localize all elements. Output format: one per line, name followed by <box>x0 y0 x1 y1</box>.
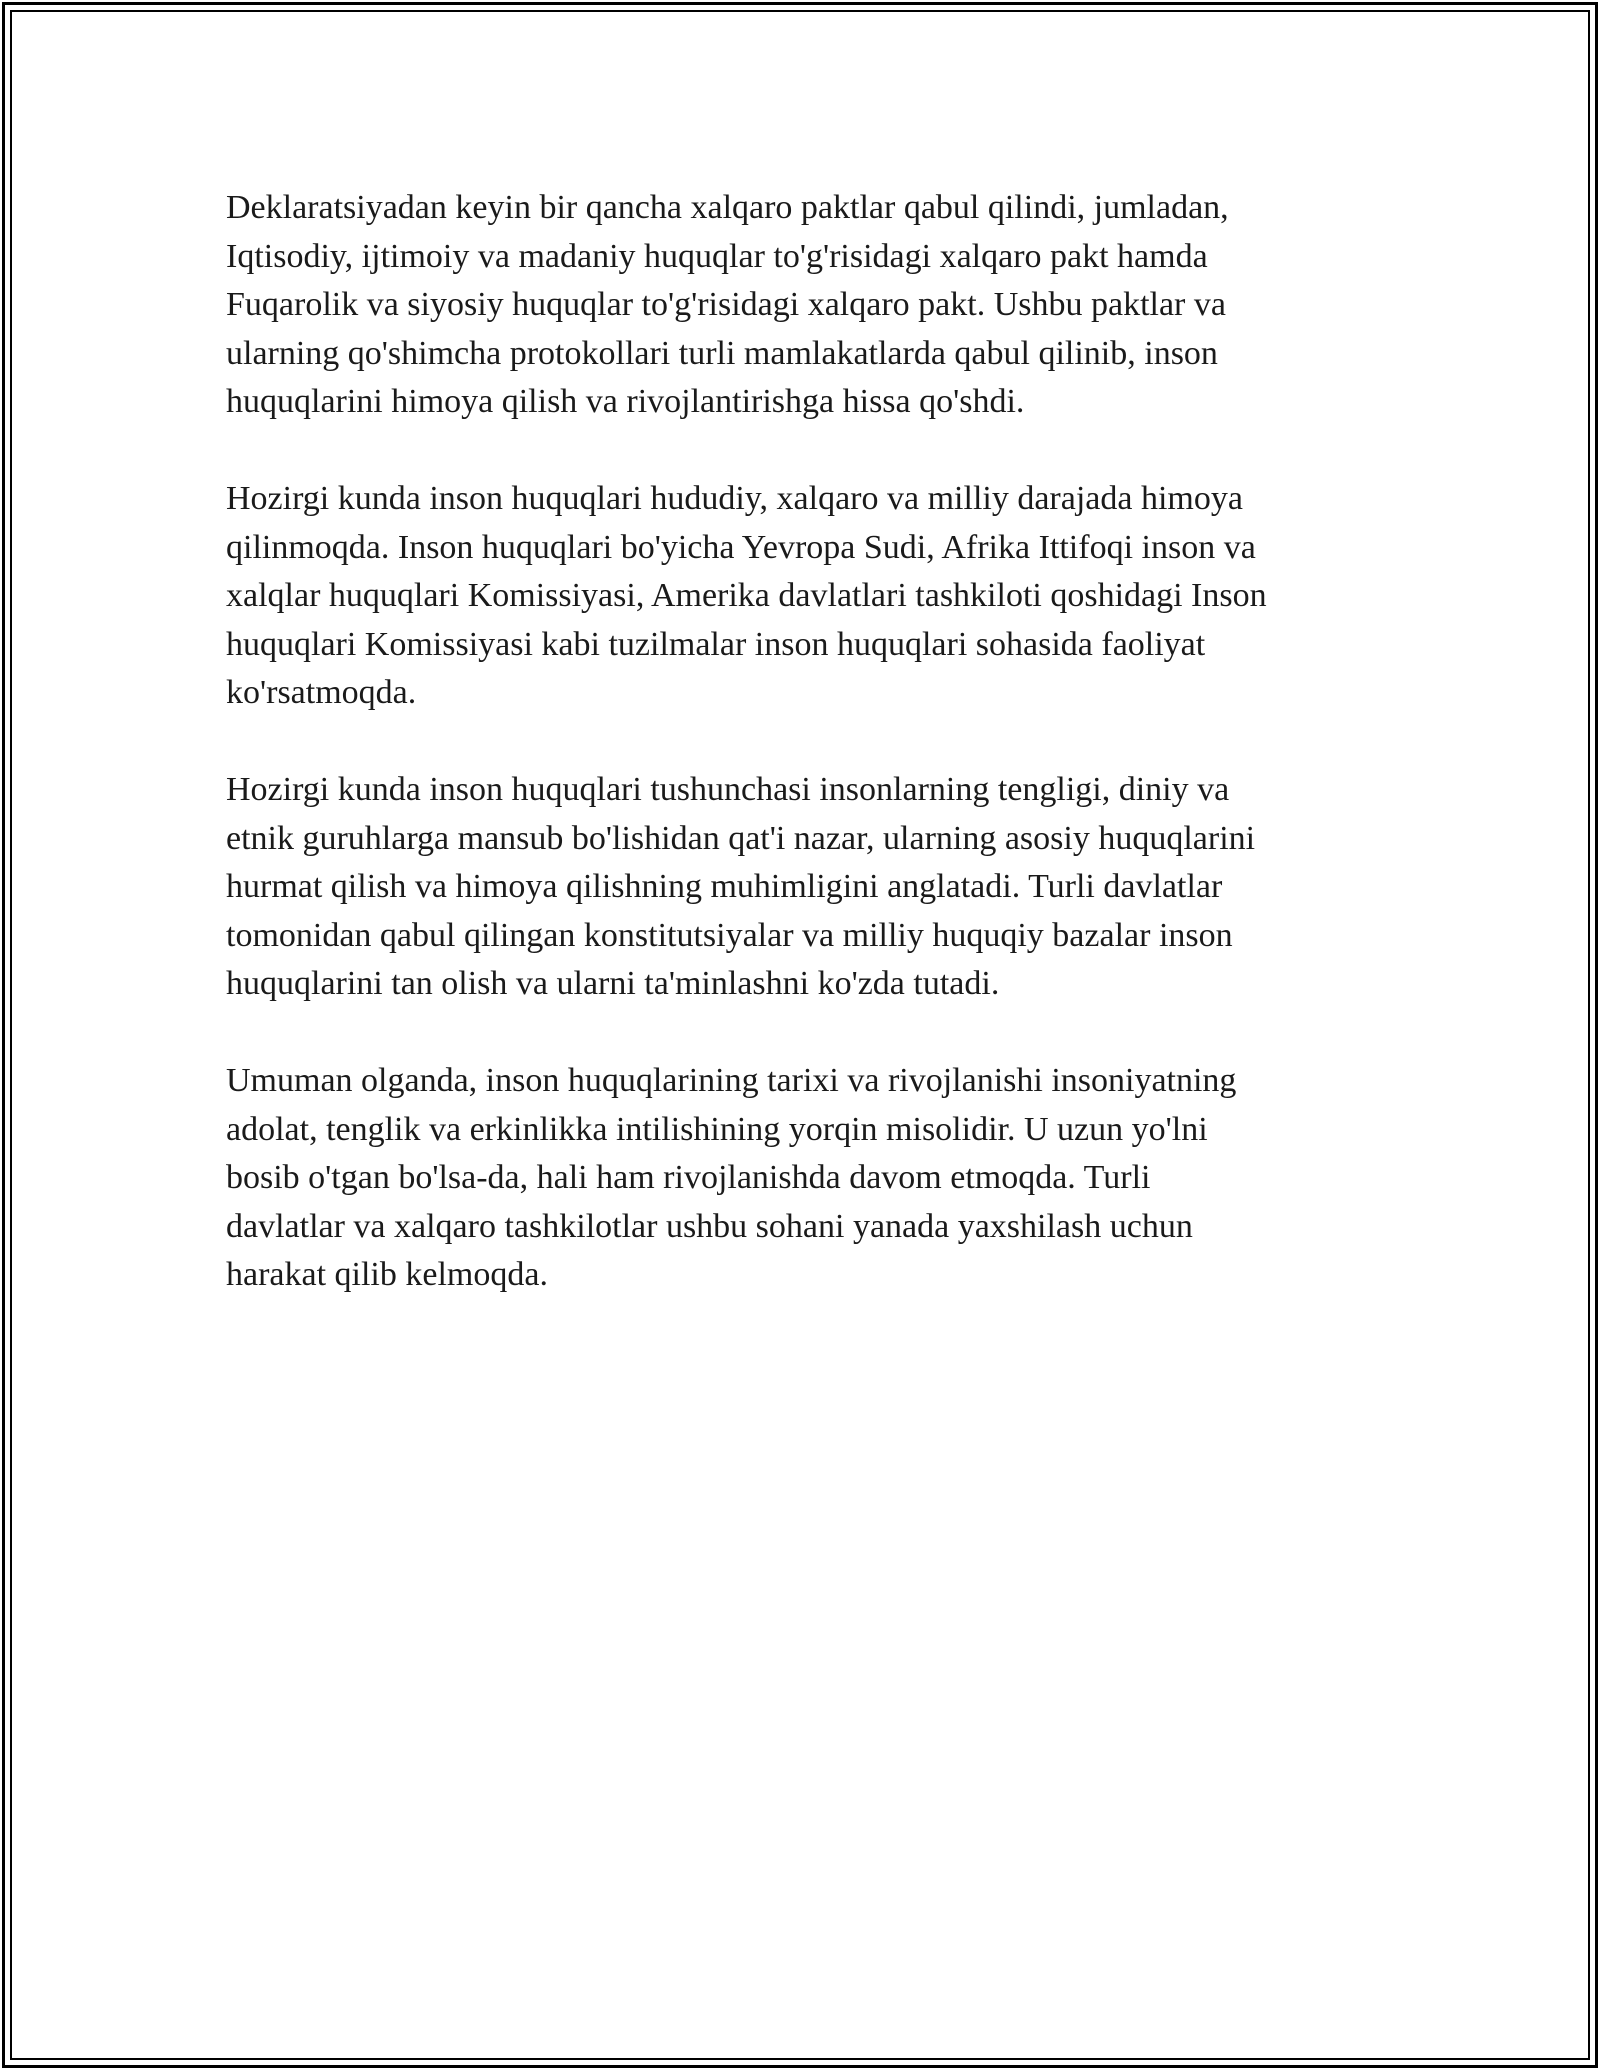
paragraph-line: xalqlar huquqlari Komissiyasi, Amerika davlatlari tashkiloti qoshidagi Inson <box>226 577 1267 614</box>
paragraph-line: Deklaratsiyadan keyin bir qancha xalqaro paktlar qabul qilindi, jumladan, <box>226 189 1229 226</box>
paragraph-line: etnik guruhlarga mansub bo'lishidan qat'i nazar, ularning asosiy huquqlarini <box>226 819 1256 857</box>
paragraph-3 <box>226 766 1376 1009</box>
paragraph-line: bosib o'tgan bo'lsa-da, hali ham rivojlanishda davom etmoqda. Turli <box>226 1159 1151 1196</box>
paragraph-line: Hozirgi kunda inson huquqlari hududiy, xalqaro va milliy darajada himoya <box>226 480 1243 517</box>
paragraph-line: Iqtisodiy, ijtimoiy va madaniy huquqlar to'g'risidagi xalqaro pakt hamda <box>226 237 1208 275</box>
paragraph-line: hurmat qilish va himoya qilishning muhimligini anglatadi. Turli davlatlar <box>226 868 1223 905</box>
paragraph-line: ko'rsatmoqda. <box>226 674 417 711</box>
paragraph-line: Hozirgi kunda inson huquqlari tushunchasi insonlarning tengligi, diniy va <box>226 771 1230 808</box>
paragraph-line: davlatlar va xalqaro tashkilotlar ushbu sohani yanada yaxshilash uchun <box>226 1207 1193 1245</box>
paragraph-line: adolat, tenglik va erkinlikka intilishining yorqin misolidir. U uzun yo'lni <box>226 1110 1208 1148</box>
paragraph-line: Fuqarolik va siyosiy huquqlar to'g'risidagi xalqaro pakt. Ushbu paktlar va <box>226 286 1226 323</box>
paragraph-line: tomonidan qabul qilingan konstitutsiyalar va milliy huquqiy bazalar inson <box>226 916 1233 954</box>
paragraph-line: huquqlarini tan olish va ularni ta'minlashni ko'zda tutadi. <box>226 965 1000 1002</box>
paragraph-line: ularning qo'shimcha protokollari turli mamlakatlarda qabul qilinib, inson <box>226 334 1218 372</box>
paragraph-line: harakat qilib kelmoqda. <box>226 1256 548 1293</box>
paragraph-4 <box>226 1057 1376 1300</box>
paragraph-line: Umuman olganda, inson huquqlarining tarixi va rivojlanishi insoniyatning <box>226 1062 1237 1099</box>
paragraph-line: huquqlari Komissiyasi kabi tuzilmalar inson huquqlari sohasida faoliyat <box>226 625 1206 663</box>
paragraph-2 <box>226 475 1376 718</box>
paragraph-line: qilinmoqda. Inson huquqlari bo'yicha Yevropa Sudi, Afrika Ittifoqi inson va <box>226 528 1256 566</box>
paragraph-1 <box>226 184 1376 427</box>
paragraph-line: huquqlarini himoya qilish va rivojlantirishga hissa qo'shdi. <box>226 383 1025 420</box>
document-body <box>226 184 1376 1348</box>
